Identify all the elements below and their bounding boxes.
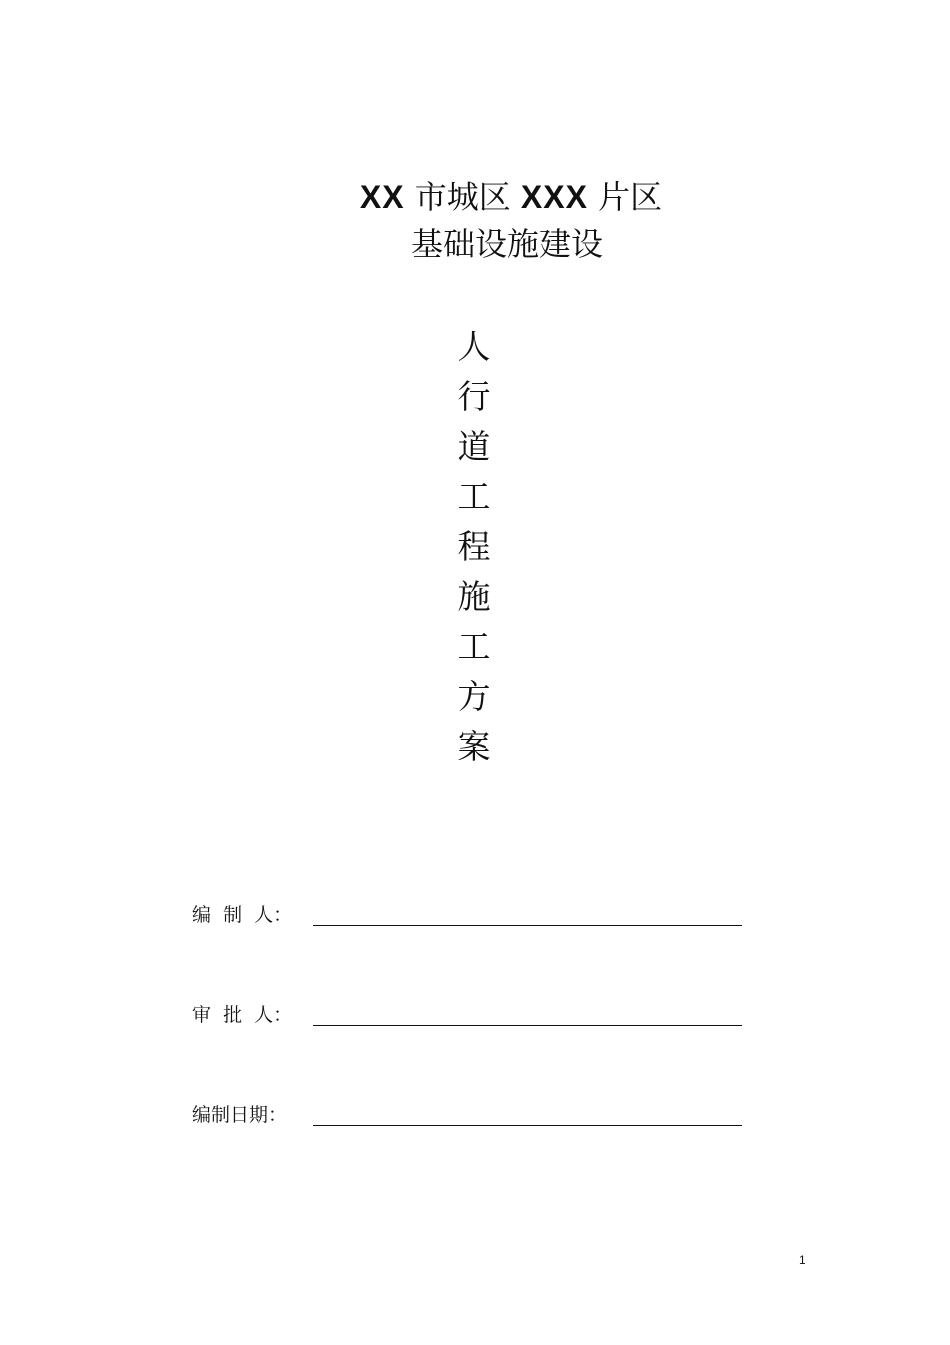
title-city-code: XX xyxy=(359,179,405,215)
cover-title-line-1 xyxy=(36,177,950,217)
compiler-field xyxy=(192,901,752,931)
title-area-text: 片区 xyxy=(587,178,663,216)
approver-signature-line xyxy=(313,1025,742,1026)
title-area-code: XXX xyxy=(520,179,588,215)
vertical-document-title xyxy=(452,322,496,772)
title-char: 工 xyxy=(457,477,491,516)
approver-field xyxy=(192,1001,752,1031)
compile-date-label: 编制日期： xyxy=(192,1104,288,1126)
page-number: 1 xyxy=(799,1253,806,1267)
cover-title-line-2: 基础设施建设 xyxy=(410,225,603,263)
approver-label: 审 批 人： xyxy=(192,1004,293,1026)
compile-date-field xyxy=(192,1101,752,1131)
title-char: 案 xyxy=(457,727,491,766)
title-char: 人 xyxy=(457,327,491,366)
compiler-label: 编 制 人： xyxy=(192,904,293,926)
compiler-signature-line xyxy=(313,925,742,926)
title-char: 工 xyxy=(457,627,491,666)
title-char: 程 xyxy=(457,527,491,566)
title-char: 方 xyxy=(457,677,491,716)
title-char: 行 xyxy=(457,377,491,416)
title-char: 施 xyxy=(457,577,491,616)
title-char: 道 xyxy=(457,427,491,466)
compile-date-line xyxy=(313,1125,742,1126)
title-city-text: 市城区 xyxy=(404,178,521,216)
